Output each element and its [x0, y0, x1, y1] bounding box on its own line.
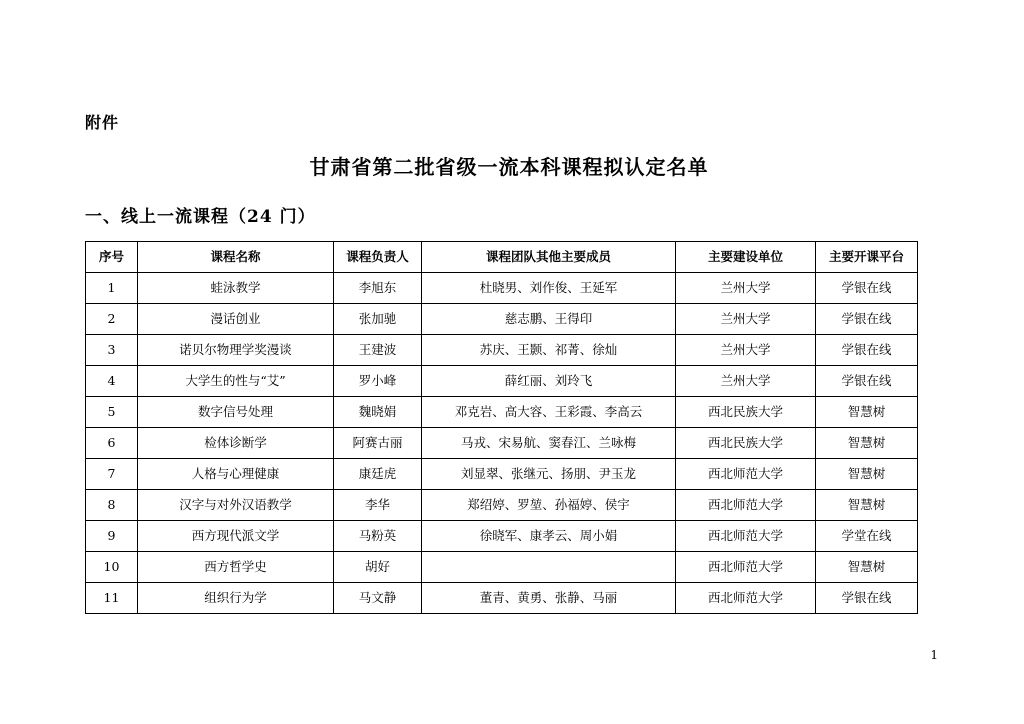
cell-platform: 学堂在线: [816, 521, 918, 552]
cell-course-name: 检体诊断学: [138, 428, 334, 459]
cell-members: 杜晓男、刘作俊、王延军: [422, 273, 676, 304]
cell-index: 3: [86, 335, 138, 366]
cell-unit: 西北民族大学: [676, 428, 816, 459]
document-content: [85, 110, 933, 614]
table-header-row: [86, 242, 918, 273]
cell-leader: 马粉英: [334, 521, 422, 552]
cell-platform: 智慧树: [816, 428, 918, 459]
cell-members: 慈志鹏、王得印: [422, 304, 676, 335]
cell-platform: 学银在线: [816, 366, 918, 397]
cell-unit: 兰州大学: [676, 335, 816, 366]
cell-unit: 西北师范大学: [676, 583, 816, 614]
cell-course-name: 汉字与对外汉语教学: [138, 490, 334, 521]
cell-members: 邓克岩、高大容、王彩霞、李高云: [422, 397, 676, 428]
cell-unit: 兰州大学: [676, 304, 816, 335]
cell-index: 1: [86, 273, 138, 304]
cell-course-name: 西方现代派文学: [138, 521, 334, 552]
cell-platform: 学银在线: [816, 304, 918, 335]
cell-course-name: 漫话创业: [138, 304, 334, 335]
cell-unit: 西北师范大学: [676, 459, 816, 490]
cell-unit: 西北师范大学: [676, 521, 816, 552]
cell-leader: 魏晓娟: [334, 397, 422, 428]
course-list-table: [85, 241, 918, 614]
cell-index: 11: [86, 583, 138, 614]
column-header-unit: 主要建设单位: [676, 242, 816, 273]
cell-members: 苏庆、王颢、祁菁、徐灿: [422, 335, 676, 366]
table-row: [86, 459, 918, 490]
cell-platform: 智慧树: [816, 490, 918, 521]
cell-leader: 康廷虎: [334, 459, 422, 490]
cell-platform: 学银在线: [816, 335, 918, 366]
cell-platform: 智慧树: [816, 552, 918, 583]
cell-unit: 西北师范大学: [676, 552, 816, 583]
cell-unit: 西北师范大学: [676, 490, 816, 521]
table-row: [86, 583, 918, 614]
table-body: [86, 273, 918, 614]
cell-unit: 西北民族大学: [676, 397, 816, 428]
cell-unit: 兰州大学: [676, 273, 816, 304]
cell-members: 郑绍婷、罗堃、孙福婷、侯宇: [422, 490, 676, 521]
cell-index: 4: [86, 366, 138, 397]
cell-index: 2: [86, 304, 138, 335]
column-header-platform: 主要开课平台: [816, 242, 918, 273]
cell-members: [422, 552, 676, 583]
table-row: [86, 304, 918, 335]
cell-index: 6: [86, 428, 138, 459]
column-header-members: 课程团队其他主要成员: [422, 242, 676, 273]
cell-leader: 罗小峰: [334, 366, 422, 397]
cell-members: 董青、黄勇、张静、马丽: [422, 583, 676, 614]
section-heading: 一、线上一流课程（24 门）: [85, 207, 316, 227]
cell-members: 薛红丽、刘玲飞: [422, 366, 676, 397]
table-row: [86, 366, 918, 397]
cell-leader: 马文静: [334, 583, 422, 614]
cell-index: 8: [86, 490, 138, 521]
cell-index: 7: [86, 459, 138, 490]
column-header-leader: 课程负责人: [334, 242, 422, 273]
cell-index: 9: [86, 521, 138, 552]
cell-course-name: 大学生的性与“艾”: [138, 366, 334, 397]
cell-leader: 阿赛古丽: [334, 428, 422, 459]
column-header-index: 序号: [86, 242, 138, 273]
cell-course-name: 人格与心理健康: [138, 459, 334, 490]
cell-leader: 张加驰: [334, 304, 422, 335]
cell-leader: 胡好: [334, 552, 422, 583]
table-row: [86, 552, 918, 583]
cell-course-name: 诺贝尔物理学奖漫谈: [138, 335, 334, 366]
cell-platform: 智慧树: [816, 397, 918, 428]
cell-leader: 李旭东: [334, 273, 422, 304]
page-number: 1: [930, 648, 938, 662]
cell-leader: 王建波: [334, 335, 422, 366]
cell-members: 马戎、宋易航、窦春江、兰咏梅: [422, 428, 676, 459]
cell-course-name: 蛙泳教学: [138, 273, 334, 304]
cell-course-name: 组织行为学: [138, 583, 334, 614]
table-row: [86, 521, 918, 552]
cell-index: 10: [86, 552, 138, 583]
cell-platform: 学银在线: [816, 583, 918, 614]
cell-platform: 学银在线: [816, 273, 918, 304]
cell-members: 徐晓军、康孝云、周小娟: [422, 521, 676, 552]
cell-course-name: 西方哲学史: [138, 552, 334, 583]
cell-unit: 兰州大学: [676, 366, 816, 397]
cell-course-name: 数字信号处理: [138, 397, 334, 428]
table-row: [86, 428, 918, 459]
column-header-course-name: 课程名称: [138, 242, 334, 273]
table-row: [86, 397, 918, 428]
cell-leader: 李华: [334, 490, 422, 521]
table-row: [86, 490, 918, 521]
table-row: [86, 273, 918, 304]
cell-members: 刘显翠、张继元、扬朋、尹玉龙: [422, 459, 676, 490]
attachment-label: 附件: [85, 113, 120, 132]
table-row: [86, 335, 918, 366]
cell-platform: 智慧树: [816, 459, 918, 490]
cell-index: 5: [86, 397, 138, 428]
page-title: 甘肃省第二批省级一流本科课程拟认定名单: [309, 155, 709, 179]
